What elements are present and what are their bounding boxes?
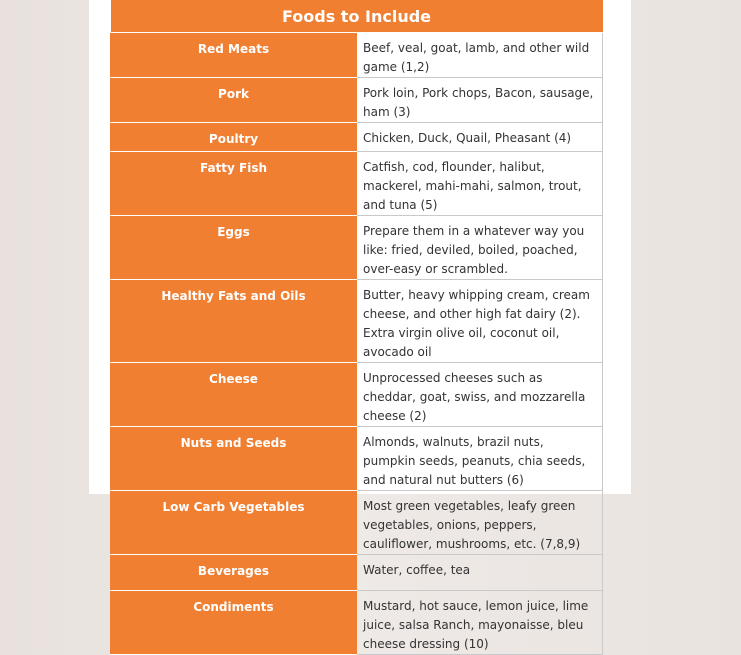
table-row: [111, 363, 603, 427]
description-cell: Prepare them in a whatever way you like: fried, deviled, boiled, poached, over-easy or scrambled.: [357, 216, 603, 280]
description-cell: Beef, veal, goat, lamb, and other wild game (1,2): [357, 33, 603, 78]
table-row: [111, 491, 603, 555]
table-row: [111, 123, 603, 152]
description-cell: Pork loin, Pork chops, Bacon, sausage, ham (3): [357, 78, 603, 123]
description-cell: Water, coffee, tea: [357, 555, 603, 591]
foods-table: [110, 0, 603, 655]
description-cell: Most green vegetables, leafy green vegetables, onions, peppers, cauliflower, mushrooms, etc. (7,8,9): [357, 491, 603, 555]
table-row: [111, 591, 603, 655]
description-cell: Almonds, walnuts, brazil nuts, pumpkin seeds, peanuts, chia seeds, and natural nut butters (6): [357, 427, 603, 491]
category-cell: Low Carb Vegetables: [111, 491, 357, 555]
table-row: [111, 427, 603, 491]
category-cell: Eggs: [111, 216, 357, 280]
table-row: [111, 78, 603, 123]
category-cell: Condiments: [111, 591, 357, 655]
category-cell: Nuts and Seeds: [111, 427, 357, 491]
description-cell: Catfish, cod, flounder, halibut, mackerel, mahi-mahi, salmon, trout, and tuna (5): [357, 152, 603, 216]
table-title: Foods to Include: [111, 0, 603, 33]
category-cell: Poultry: [111, 123, 357, 152]
table-row: [111, 152, 603, 216]
description-cell: Butter, heavy whipping cream, cream cheese, and other high fat dairy (2). Extra virgin olive oil, coconut oil, avocado oil: [357, 280, 603, 363]
category-cell: Red Meats: [111, 33, 357, 78]
description-cell: Chicken, Duck, Quail, Pheasant (4): [357, 123, 603, 152]
description-cell: Mustard, hot sauce, lemon juice, lime juice, salsa Ranch, mayonaisse, bleu cheese dressing (10): [357, 591, 603, 655]
table-row: [111, 216, 603, 280]
category-cell: Healthy Fats and Oils: [111, 280, 357, 363]
table-row: [111, 555, 603, 591]
description-cell: Unprocessed cheeses such as cheddar, goat, swiss, and mozzarella cheese (2): [357, 363, 603, 427]
category-cell: Beverages: [111, 555, 357, 591]
table-row: [111, 280, 603, 363]
category-cell: Fatty Fish: [111, 152, 357, 216]
category-cell: Pork: [111, 78, 357, 123]
category-cell: Cheese: [111, 363, 357, 427]
table-row: [111, 33, 603, 78]
